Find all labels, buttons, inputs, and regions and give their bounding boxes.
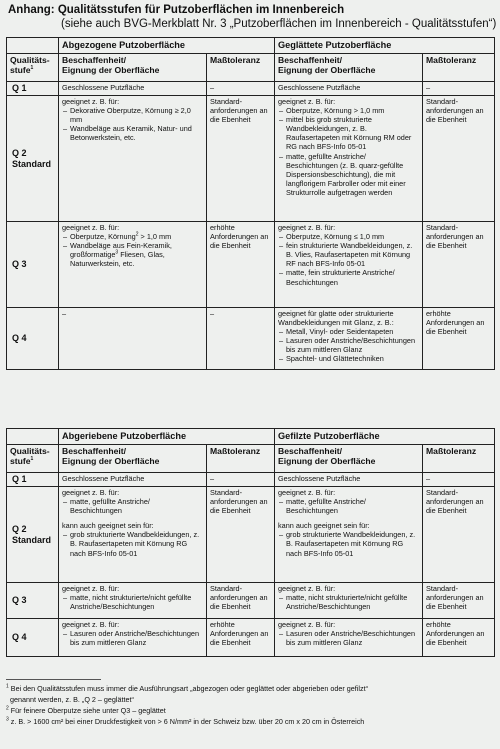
list-item: – matte, nicht strukturierte/nicht gefüllte Anstriche/Beschichtungen — [278, 593, 419, 611]
header-beschaffenheit-left: Beschaffenheit/ Eignung der Oberfläche — [59, 54, 207, 82]
header-beschaffenheit-right: Beschaffenheit/ Eignung der Oberfläche — [275, 445, 423, 473]
tolerance-cell: – — [423, 82, 495, 96]
footnote-3: $^3$ z. B. > 1600 cm² bei einer Druckfestigkeit von > 6 N/mm² in der Schweiz bzw. über 20 cm x 20 cm in Österreich — [6, 716, 365, 726]
list-item: – matte, gefüllte Anstriche/ Beschichtungen (z. B. quarz-gefüllte Dispersionsbeschichtung), die mit langflorigem Farbroller oder mit einer Strukturrolle aufgetragen werden — [278, 152, 419, 197]
tolerance-cell: erhöhte Anforderungen an die Ebenheit — [207, 619, 275, 657]
tolerance-cell: – — [207, 82, 275, 96]
tolerance-cell: Standard-anforderungen an die Ebenheit — [423, 583, 495, 619]
table-row-q2 — [7, 96, 495, 222]
list-item: – grob strukturierte Wandbekleidungen, z. B. Raufasertapeten mit Körnung RG nach BFS-Info 05-01 — [62, 530, 203, 557]
list-item: – Spachtel- und Glättetechniken — [278, 354, 419, 363]
footnotes — [6, 683, 494, 727]
table-row-q4 — [7, 308, 495, 370]
footnote-divider — [6, 679, 101, 680]
tolerance-cell: Standard-anforderungen an die Ebenheit — [423, 487, 495, 583]
list-item: – Wandbeläge aus Fein-Keramik, großformatige$^3$ Fliesen, Glas, Naturwerkstein, etc. — [62, 241, 203, 268]
quality-label: Q 2 Standard — [7, 487, 59, 583]
table-row-q2 — [7, 487, 495, 583]
description-cell: Geschlossene Putzfläche — [59, 473, 207, 487]
quality-label: Q 2 Standard — [7, 96, 59, 222]
description-cell: Geschlossene Putzfläche — [275, 473, 423, 487]
description-cell: geeignet z. B. für: – matte, gefüllte Anstriche/ Beschichtungen kann auch geeignet sein für: – grob strukturierte Wandbekleidungen, z. B. Raufasertapeten mit Körnung RG nach BFS-Info 05-01 — [59, 487, 207, 583]
table-row-q3 — [7, 222, 495, 308]
quality-label: Q 4 — [7, 619, 59, 657]
table-group-header-row — [7, 38, 495, 54]
quality-label: Q 3 — [7, 222, 59, 308]
tolerance-cell: Standard-anforderungen an die Ebenheit — [207, 96, 275, 222]
tolerance-cell: erhöhte Anforderungen an die Ebenheit — [423, 308, 495, 370]
tolerance-cell: Standard-anforderungen an die Ebenheit — [423, 222, 495, 308]
list-item: – Oberputze, Körnung > 1,0 mm — [278, 106, 419, 115]
quality-label: Q 4 — [7, 308, 59, 370]
header-masstoleranz-right: Maßtoleranz — [423, 54, 495, 82]
description-cell: Geschlossene Putzfläche — [275, 82, 423, 96]
list-item: – Lasuren oder Anstriche/Beschichtungen bis zum mittleren Glanz — [278, 629, 419, 647]
header-masstoleranz-left: Maßtoleranz — [207, 54, 275, 82]
description-cell: geeignet z. B. für: – Lasuren oder Anstriche/Beschichtungen bis zum mittleren Glanz — [59, 619, 207, 657]
page-title — [8, 3, 496, 31]
list-item: – Metall, Vinyl- oder Seidentapeten — [278, 327, 419, 336]
description-cell: – — [59, 308, 207, 370]
description-cell: geeignet z. B. für: – Oberputze, Körnung > 1,0 mm – mittel bis grob strukturierte Wandbekleidungen, z. B. Raufasertapeten mit Körnung RM oder RG nach BFS-Info 05-01 – matte, gefüllte Anstriche/ Beschichtungen (z. B. quarz-gefüllte Dispersionsbeschichtung), die mit langflorigem Farbroller oder mit einer Strukturrolle aufgetragen werden — [275, 96, 423, 222]
quality-label: Q 1 — [7, 473, 59, 487]
group-title-left: Abgezogene Putzoberfläche — [59, 38, 275, 54]
list-item: – mittel bis grob strukturierte Wandbekleidungen, z. B. Raufasertapeten mit Körnung RM oder RG nach BFS-Info 05-01 — [278, 115, 419, 151]
header-quality-level: Qualitäts- stufe$^1$ — [7, 54, 59, 82]
group-title-left: Abgeriebene Putzoberfläche — [59, 429, 275, 445]
list-item: – matte, fein strukturierte Anstriche/ Beschichtungen — [278, 268, 419, 286]
list-item: – grob strukturierte Wandbekleidungen, z. B. Raufasertapeten mit Körnung RG nach BFS-Info 05-01 — [278, 530, 419, 557]
footnote-1: $^1$ Bei den Qualitätsstufen muss immer die Ausführungsart „abgezogen oder geglättet oder abgerieben oder gefilzt“ — [6, 683, 368, 693]
quality-label: Q 3 — [7, 583, 59, 619]
table-row-q4 — [7, 619, 495, 657]
header-beschaffenheit-left: Beschaffenheit/ Eignung der Oberfläche — [59, 445, 207, 473]
header-beschaffenheit-right: Beschaffenheit/ Eignung der Oberfläche — [275, 54, 423, 82]
tolerance-cell: Standard-anforderungen an die Ebenheit — [423, 96, 495, 222]
description-cell: geeignet z. B. für: – Lasuren oder Anstriche/Beschichtungen bis zum mittleren Glanz — [275, 619, 423, 657]
group-title-right: Geglättete Putzoberfläche — [275, 38, 495, 54]
list-item: – Wandbeläge aus Keramik, Natur- und Betonwerkstein, etc. — [62, 124, 203, 142]
tolerance-cell: Standard-anforderungen an die Ebenheit — [207, 487, 275, 583]
table-column-header-row — [7, 54, 495, 82]
description-cell: geeignet z. B. für: – Dekorative Oberputze, Körnung ≥ 2,0 mm – Wandbeläge aus Keramik, Natur- und Betonwerkstein, etc. — [59, 96, 207, 222]
table-row-q1 — [7, 82, 495, 96]
description-cell: geeignet für glatte oder strukturierte Wandbekleidungen mit Glanz, z. B.: – Metall, Vinyl- oder Seidentapeten – Lasuren oder Anstriche/Beschichtungen bis zum mittleren Glanz – Spachtel- und Glättetechniken — [275, 308, 423, 370]
footnote-1-cont: genannt werden, z. B. „Q 2 – geglättet“ — [10, 695, 134, 704]
title-line-2: (siehe auch BVG-Merkblatt Nr. 3 „Putzoberflächen im Innenbereich - Qualitätsstufen“) — [61, 18, 497, 30]
tolerance-cell: – — [423, 473, 495, 487]
tolerance-cell: Standard-anforderungen an die Ebenheit — [207, 583, 275, 619]
header-masstoleranz-right: Maßtoleranz — [423, 445, 495, 473]
description-cell: geeignet z. B. für: – Oberputze, Körnung ≤ 1,0 mm – fein strukturierte Wandbekleidungen, z. B. Vlies, Raufasertapeten mit Körnung RF nach BFS-Info 05-01 – matte, fein strukturierte Anstriche/ Beschichtungen — [275, 222, 423, 308]
header-quality-level: Qualitäts- stufe$^1$ — [7, 445, 59, 473]
list-item: – matte, gefüllte Anstriche/ Beschichtungen — [278, 497, 419, 515]
tolerance-cell: erhöhte Anforderungen an die Ebenheit — [423, 619, 495, 657]
description-cell: geeignet z. B. für: – matte, nicht strukturierte/nicht gefüllte Anstriche/Beschichtungen — [59, 583, 207, 619]
footnote-2: $^2$ Für feinere Oberputze siehe unter Q3 – geglättet — [6, 705, 166, 715]
list-item: – Lasuren oder Anstriche/Beschichtungen bis zum mittleren Glanz — [62, 629, 203, 647]
list-item: – matte, nicht strukturierte/nicht gefüllte Anstriche/Beschichtungen — [62, 593, 203, 611]
table-column-header-row — [7, 445, 495, 473]
quality-table-2 — [6, 428, 495, 657]
group-title-right: Gefilzte Putzoberfläche — [275, 429, 495, 445]
list-item: – Oberputze, Körnung ≤ 1,0 mm — [278, 232, 419, 241]
list-item: – matte, gefüllte Anstriche/ Beschichtungen — [62, 497, 203, 515]
empty-corner-cell — [7, 429, 59, 445]
tolerance-cell: – — [207, 308, 275, 370]
description-cell: Geschlossene Putzfläche — [59, 82, 207, 96]
quality-table-1 — [6, 37, 495, 370]
description-cell: geeignet z. B. für: – matte, gefüllte Anstriche/ Beschichtungen kann auch geeignet sein für: – grob strukturierte Wandbekleidungen, z. B. Raufasertapeten mit Körnung RG nach BFS-Info 05-01 — [275, 487, 423, 583]
tolerance-cell: erhöhte Anforderungen an die Ebenheit — [207, 222, 275, 308]
table-row-q3 — [7, 583, 495, 619]
description-cell: geeignet z. B. für: – Oberputze, Körnung$^2$ > 1,0 mm – Wandbeläge aus Fein-Keramik, großformatige$^3$ Fliesen, Glas, Naturwerkstein, etc. — [59, 222, 207, 308]
header-masstoleranz-left: Maßtoleranz — [207, 445, 275, 473]
title-line-1: Anhang: Qualitätsstufen für Putzoberflächen im Innenbereich — [8, 4, 345, 16]
tolerance-cell: – — [207, 473, 275, 487]
table-row-q1 — [7, 473, 495, 487]
quality-label: Q 1 — [7, 82, 59, 96]
list-item: – Dekorative Oberputze, Körnung ≥ 2,0 mm — [62, 106, 203, 124]
list-item: – fein strukturierte Wandbekleidungen, z. B. Vlies, Raufasertapeten mit Körnung RF nach BFS-Info 05-01 — [278, 241, 419, 268]
table-group-header-row — [7, 429, 495, 445]
list-item: – Oberputze, Körnung$^2$ > 1,0 mm — [62, 232, 203, 241]
description-cell: geeignet z. B. für: – matte, nicht strukturierte/nicht gefüllte Anstriche/Beschichtungen — [275, 583, 423, 619]
list-item: – Lasuren oder Anstriche/Beschichtungen bis zum mittleren Glanz — [278, 336, 419, 354]
empty-corner-cell — [7, 38, 59, 54]
